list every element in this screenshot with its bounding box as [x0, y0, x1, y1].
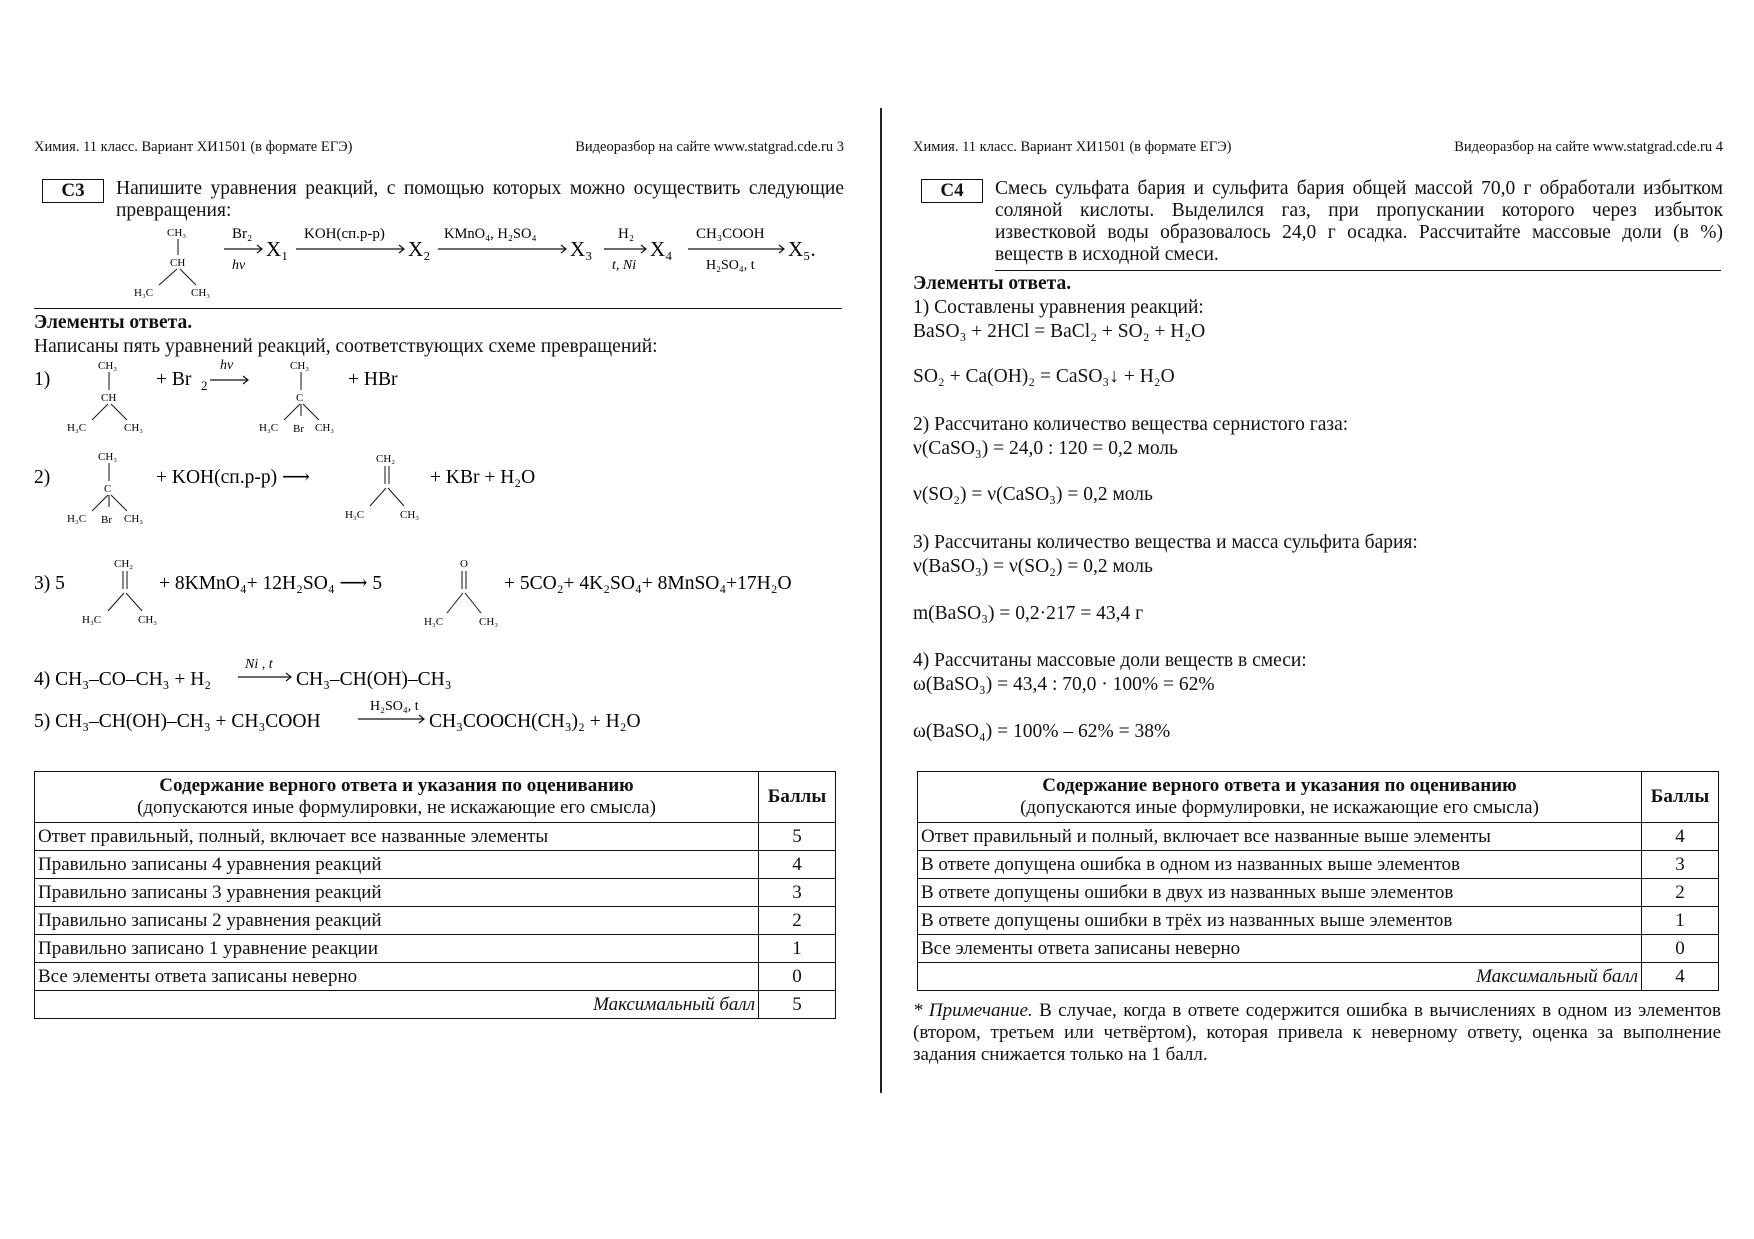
table-head-points: Баллы — [759, 772, 836, 823]
eq1-plus: + Br — [156, 369, 192, 390]
eq5-left: 5) CH₃–CH(OH)–CH₃ + CH₃COOH — [34, 711, 321, 732]
isobutane-1 — [67, 360, 143, 434]
mol-ch3-top: CH₃ — [167, 227, 187, 239]
svg-text:CH₂: CH₂ — [114, 558, 134, 570]
calc-nu-caso3: ν(CaSO₃) = 24,0 : 120 = 0,2 моль — [913, 438, 1178, 459]
scoring-table — [917, 771, 1719, 991]
table-head-note: (допускаются иные формулировки, не искажающие его смысла) — [1020, 797, 1539, 818]
eq2-reagent: + KOH(сп.р-р) ⟶ — [156, 467, 310, 488]
equation-2 — [34, 448, 844, 528]
svg-text:H₃C: H₃C — [424, 616, 444, 628]
svg-text:C: C — [296, 392, 304, 404]
table-row: Правильно записаны 4 уравнения реакций 4 — [35, 851, 836, 879]
svg-text:CH: CH — [101, 392, 117, 404]
step-2: 2) Рассчитано количество вещества сернистого газа: — [913, 414, 1349, 435]
table-row: В ответе допущены ошибки в трёх из названных выше элементов 1 — [918, 907, 1719, 935]
step-3: 3) Рассчитаны количество вещества и масса сульфита бария: — [913, 532, 1418, 553]
svg-text:CH₃: CH₃ — [98, 451, 118, 463]
equation-4 — [34, 655, 844, 695]
task-c4 — [913, 178, 1723, 266]
scheme-cond-5: H₂SO₄, t — [706, 258, 755, 273]
svg-text:Br: Br — [101, 514, 112, 526]
svg-text:H₃C: H₃C — [67, 513, 87, 525]
equation-so2-caoh2: SO₂ + Ca(OH)₂ = CaSO₃↓ + H₂O — [913, 366, 1175, 387]
scheme-reagent-2: KOH(сп.р-р) — [304, 226, 385, 242]
svg-text:2: 2 — [201, 378, 208, 393]
eq3-products: + 5CO₂+ 4K₂SO₄+ 8MnSO₄+17H₂O — [504, 573, 792, 594]
table-row: Правильно записаны 3 уравнения реакций 3 — [35, 879, 836, 907]
svg-text:CH₃: CH₃ — [290, 360, 310, 372]
svg-text:CH₃: CH₃ — [315, 422, 335, 434]
svg-text:H₃C: H₃C — [67, 422, 87, 434]
svg-text:CH₂: CH₂ — [376, 453, 396, 465]
table-head-title: Содержание верного ответа и указания по оцениванию — [159, 775, 634, 796]
svg-text:CH₃: CH₃ — [479, 616, 499, 628]
table-row: В ответе допущена ошибка в одном из названных выше элементов 3 — [918, 851, 1719, 879]
table-row: Все элементы ответа записаны неверно 0 — [35, 963, 836, 991]
table-header — [35, 772, 836, 823]
scheme-reagent-3: KMnO₄, H₂SO₄ — [444, 226, 537, 242]
table-row: Ответ правильный и полный, включает все названные выше элементы 4 — [918, 823, 1719, 851]
step-4: 4) Рассчитаны массовые доли веществ в смеси: — [913, 650, 1307, 671]
calc-m-baso3: m(BaSO₃) = 0,2·217 = 43,4 г — [913, 603, 1144, 624]
svg-text:CH₃: CH₃ — [124, 513, 144, 525]
svg-text:CH₃: CH₃ — [400, 509, 420, 521]
page-header — [34, 139, 844, 156]
svg-text:Br: Br — [293, 423, 304, 435]
note-prefix: * Примечание. — [913, 1000, 1033, 1021]
header-title: Химия. 11 класс. Вариант ХИ1501 (в формате ЕГЭ) — [913, 139, 1232, 155]
tert-butyl-bromide-2 — [67, 451, 143, 526]
eq2-product: + KBr + H₂O — [430, 467, 536, 488]
svg-text:H₃C: H₃C — [82, 614, 102, 626]
svg-text:CH₃: CH₃ — [124, 422, 144, 434]
header-site: Видеоразбор на сайте www.statgrad.cde.ru 4 — [1454, 139, 1723, 155]
equation-5 — [34, 697, 844, 737]
mol-ch: CH — [170, 257, 186, 269]
section-rule — [34, 308, 842, 309]
svg-text:CH₃: CH₃ — [138, 614, 158, 626]
scheme-x3: X₃ — [570, 237, 593, 261]
eq4-right: CH₃–CH(OH)–CH₃ — [296, 669, 452, 690]
svg-text:O: O — [460, 558, 468, 570]
elements-title: Элементы ответа. — [34, 312, 193, 333]
transformation-scheme — [34, 225, 844, 305]
table-head-note: (допускаются иные формулировки, не искажающие его смысла) — [137, 797, 656, 818]
mol-ch3-right: CH₃ — [191, 287, 211, 299]
eq3-reagents: + 8KMnO₄+ 12H₂SO₄ ⟶ 5 — [159, 573, 383, 594]
scoring-table — [34, 771, 836, 1019]
eq1-num: 1) — [34, 369, 51, 390]
page-divider — [880, 108, 882, 1093]
calc-w-baso4: ω(BaSO₄) = 100% – 62% = 38% — [913, 721, 1171, 742]
eq2-num: 2) — [34, 467, 51, 488]
table-row: Правильно записано 1 уравнение реакции 1 — [35, 935, 836, 963]
scheme-reagent-1: Br₂ — [232, 226, 253, 242]
table-header — [918, 772, 1719, 823]
svg-text:CH₃: CH₃ — [98, 360, 118, 372]
equation-1 — [34, 360, 844, 440]
acetone-3 — [424, 558, 498, 628]
scheme-x5: X₅. — [788, 237, 816, 261]
note-text: В случае, когда в ответе содержится ошибка в вычислениях в одном из элементов (втором, третьем или четвёртом), которая привела к неверному ответу, оценка за выполнение задания снижается только на 1 балл. — [913, 1000, 1721, 1065]
elements-title: Элементы ответа. — [913, 273, 1072, 294]
task-text: Смесь сульфата бария и сульфита бария общей массой 70,0 г обработали избытком соляной кислоты. Выделился газ, при пропускании которого через избыток известковой воды образовалось 24,0 г осадка. Рассчитайте массовые доли (в %) веществ в исходной смеси. — [995, 178, 1723, 265]
table-head-title: Содержание верного ответа и указания по оцениванию — [1042, 775, 1517, 796]
section-rule — [995, 270, 1721, 271]
step-1: 1) Составлены уравнения реакций: — [913, 297, 1204, 318]
task-text: Напишите уравнения реакций, с помощью которых можно осуществить следующие превращения: — [116, 178, 844, 221]
tert-butyl-bromide-1 — [259, 360, 334, 435]
header-title: Химия. 11 класс. Вариант ХИ1501 (в формате ЕГЭ) — [34, 139, 353, 155]
eq1-product: + HBr — [348, 369, 398, 390]
table-row: Все элементы ответа записаны неверно 0 — [918, 935, 1719, 963]
isobutene-3 — [82, 558, 157, 626]
task-c3 — [34, 178, 844, 222]
eq5-right: CH₃COOCH(CH₃)₂ + H₂O — [429, 711, 641, 732]
svg-text:H₃C: H₃C — [345, 509, 365, 521]
eq5-cond: H₂SO₄, t — [370, 699, 419, 714]
note — [913, 1000, 1721, 1066]
table-row: Ответ правильный, полный, включает все названные элементы 5 — [35, 823, 836, 851]
eq3-num: 3) 5 — [34, 573, 65, 594]
eq4-left: 4) CH₃–CO–CH₃ + H₂ — [34, 669, 212, 690]
isobutene-2 — [345, 453, 419, 521]
table-row: Правильно записаны 2 уравнения реакций 2 — [35, 907, 836, 935]
mol-h3c: H₃C — [134, 287, 154, 299]
svg-text:C: C — [104, 483, 112, 495]
task-label: С3 — [42, 179, 104, 203]
scheme-x1: X₁ — [266, 237, 289, 261]
table-max-row: Максимальный балл 5 — [35, 991, 836, 1019]
eq4-cond: Ni , t — [245, 657, 273, 672]
isobutane-structure — [134, 227, 210, 299]
table-row: В ответе допущены ошибки в двух из названных выше элементов 2 — [918, 879, 1719, 907]
scheme-reagent-4: H₂ — [618, 226, 635, 242]
scheme-cond-4: t, Ni — [612, 258, 637, 273]
header-site: Видеоразбор на сайте www.statgrad.cde.ru 3 — [575, 139, 844, 155]
page-header — [913, 139, 1723, 156]
svg-text:H₃C: H₃C — [259, 422, 279, 434]
eq1-cond: hν — [220, 358, 234, 373]
equation-3 — [34, 558, 854, 638]
task-label: С4 — [921, 179, 983, 203]
calc-nu-so2: ν(SO₂) = ν(CaSO₃) = 0,2 моль — [913, 484, 1153, 505]
elements-intro: Написаны пять уравнений реакций, соответствующих схеме превращений: — [34, 336, 658, 357]
equation-baso3-hcl: BaSO₃ + 2HCl = BaCl₂ + SO₂ + H₂O — [913, 321, 1206, 342]
scheme-x4: X₄ — [650, 237, 673, 261]
scheme-reagent-5: CH₃COOH — [696, 226, 765, 242]
table-head-points: Баллы — [1642, 772, 1719, 823]
calc-nu-baso3: ν(BaSO₃) = ν(SO₂) = 0,2 моль — [913, 556, 1153, 577]
calc-w-baso3: ω(BaSO₃) = 43,4 : 70,0 · 100% = 62% — [913, 674, 1215, 695]
page-left — [34, 0, 844, 1239]
page-right — [913, 0, 1723, 1239]
scheme-x2: X₂ — [408, 237, 431, 261]
scheme-cond-1: hν — [232, 258, 246, 273]
table-max-row: Максимальный балл 4 — [918, 963, 1719, 991]
